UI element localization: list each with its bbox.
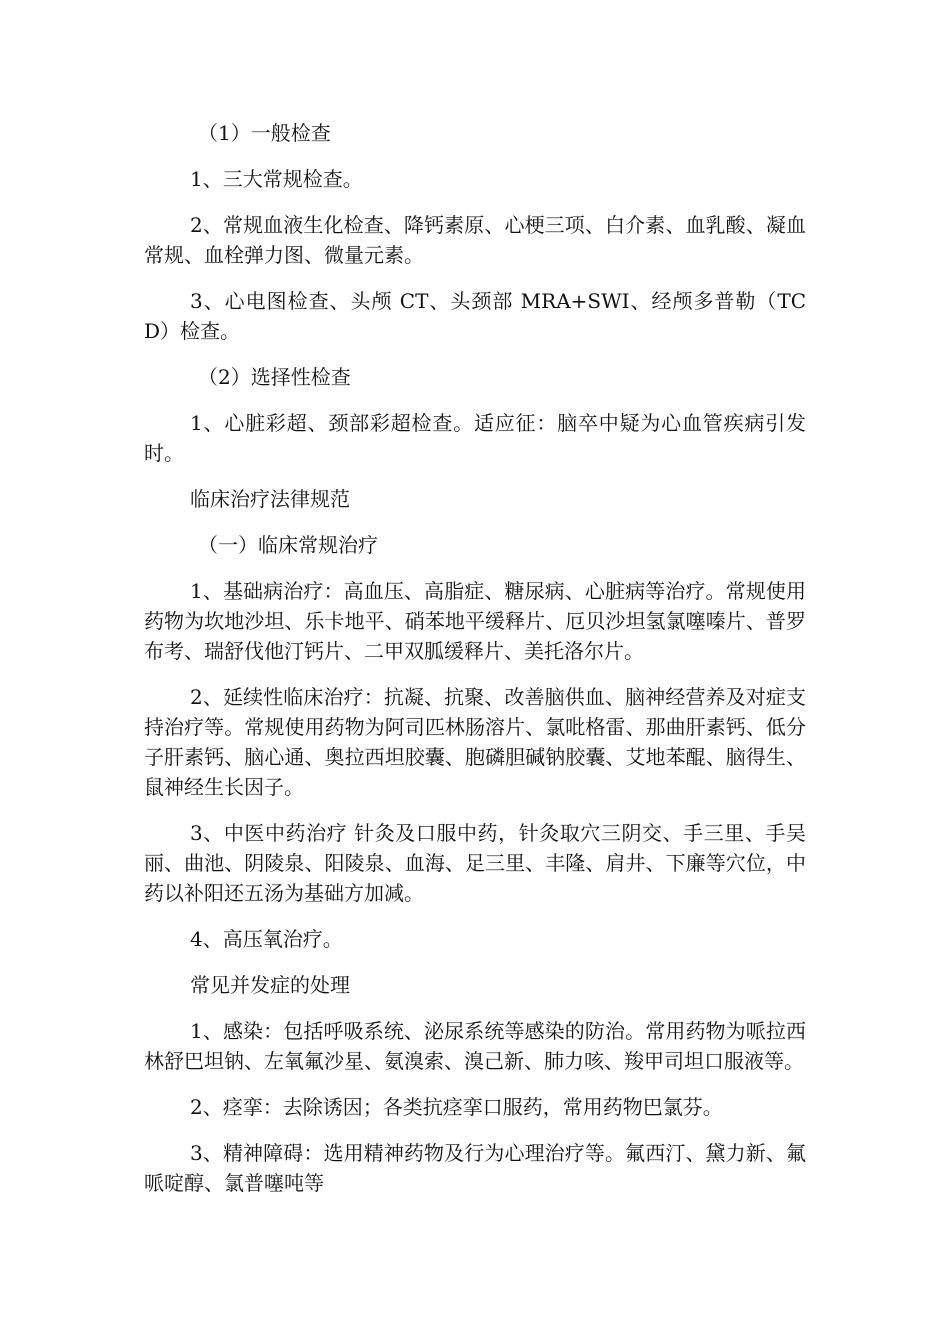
section-heading-clinical-treatment: 临床治疗法律规范 <box>190 487 350 511</box>
document-body <box>144 118 806 1214</box>
paragraph: 1、感染：包括呼吸系统、泌尿系统等感染的防治。常用药物为哌拉西林舒巴坦钠、左氧氟沙星、氨溴索、溴己新、肺力咳、羧甲司坦口服液等。 <box>144 1019 806 1073</box>
paragraph: 2、常规血液生化检查、降钙素原、心梗三项、白介素、血乳酸、凝血常规、血栓弹力图、微量元素。 <box>144 213 806 267</box>
section-heading-routine-treatment: （一）临床常规治疗 <box>198 533 378 557</box>
paragraph: 3、精神障碍：选用精神药物及行为心理治疗等。氟西汀、黛力新、氟哌啶醇、氯普噻吨等 <box>144 1141 806 1195</box>
paragraph: 3、心电图检查、头颅 CT、头颈部 MRA+SWI、经颅多普勒（TCD）检查。 <box>144 289 806 343</box>
paragraph: 1、基础病治疗：高血压、高脂症、糖尿病、心脏病等治疗。常规使用药物为坎地沙坦、乐卡地平、硝苯地平缓释片、厄贝沙坦氢氯噻嗪片、普罗布考、瑞舒伐他汀钙片、二甲双胍缓释片、美托洛尔片。 <box>144 579 806 663</box>
section-heading-complications: 常见并发症的处理 <box>190 973 350 997</box>
paragraph: 2、痉挛：去除诱因；各类抗痉挛口服药，常用药物巴氯芬。 <box>190 1095 723 1119</box>
paragraph: 1、三大常规检查。 <box>190 167 363 191</box>
section-heading-optional-exam: （2）选择性检查 <box>198 365 351 389</box>
section-heading-general-exam: （1）一般检查 <box>198 121 331 145</box>
paragraph: 4、高压氧治疗。 <box>190 927 343 951</box>
paragraph: 1、心脏彩超、颈部彩超检查。适应征：脑卒中疑为心血管疾病引发时。 <box>144 411 806 465</box>
paragraph: 3、中医中药治疗 针灸及口服中药，针灸取穴三阴交、手三里、手吴丽、曲池、阴陵泉、阳陵泉、血海、足三里、丰隆、肩井、下廉等穴位，中药以补阳还五汤为基础方加减。 <box>144 821 806 905</box>
paragraph: 2、延续性临床治疗：抗凝、抗聚、改善脑供血、脑神经营养及对症支持治疗等。常规使用药物为阿司匹林肠溶片、氯吡格雷、那曲肝素钙、低分子肝素钙、脑心通、奥拉西坦胶囊、胞磷胆碱钠胶囊、艾地苯醌、脑得生、鼠神经生长因子。 <box>144 685 806 799</box>
